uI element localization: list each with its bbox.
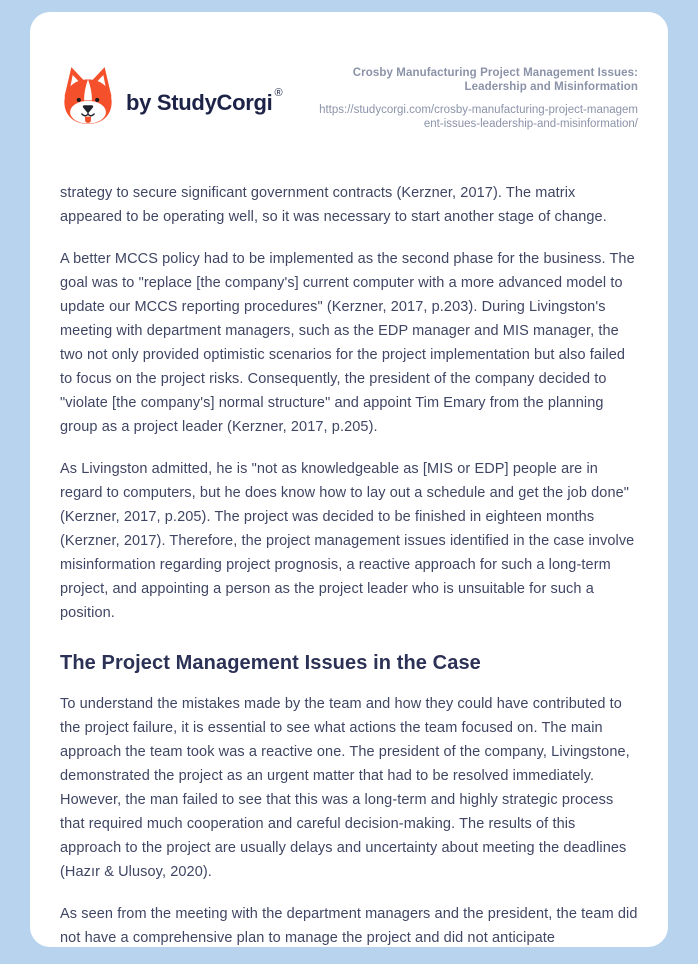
document-body [60, 181, 638, 950]
paragraph: As Livingston admitted, he is "not as knowledgeable as [MIS or EDP] people are in regard to computers, but he does know how to lay out a schedule and get the job done" (Kerzner, 2017, p.205). The project was decided to be finished in eighteen months (Kerzner, 2017). Therefore, the project management issues identified in the case involve misinformation regarding project prognosis, a reactive approach for such a long-term project, and appointing a person as the project leader who is unsuitable for such a position. [60, 461, 635, 621]
paragraph: strategy to secure significant government contracts (Kerzner, 2017). The matrix appeared to be operating well, so it was necessary to start another stage of change. [60, 185, 607, 225]
paragraph: As seen from the meeting with the department managers and the president, the team did not have a comprehensive plan to manage the project and did not anticipate [60, 906, 638, 946]
paragraph: A better MCCS policy had to be implemented as the second phase for the business. The goal was to "replace [the company's] current computer with a more advanced model to update our MCCS reporting procedures" (Kerzner, 2017, p.203). During Livingston's meeting with department managers, such as the EDP manager and MIS manager, the two not only provided optimistic scenarios for the project implementation but also failed to focus on the project risks. Consequently, the president of the company decided to "violate [the company's] normal structure" and appoint Tim Emary from the planning group as a project leader (Kerzner, 2017, p.205). [60, 251, 635, 435]
paragraph: To understand the mistakes made by the team and how they could have contributed to the project failure, it is essential to see what actions the team focused on. The main approach the team took was a reactive one. The president of the company, Livingstone, demonstrated the project as an urgent matter that had to be resolved immediately. However, the man failed to see that this was a long-term and highly strategic process that required much cooperation and careful decision-making. The results of this approach to the project are usually delays and uncertainty about meeting the deadlines (Hazır & Ulusoy, 2020). [60, 696, 630, 880]
registered-trademark-symbol: ® [274, 86, 283, 99]
document-title: Crosby Manufacturing Project Management Issues: Leadership and Misinformation [352, 67, 638, 93]
document-meta [316, 66, 638, 131]
corgi-logo-icon [60, 64, 116, 128]
studycorgi-brand [60, 64, 283, 128]
brand-name-text: by StudyCorgi [126, 90, 273, 115]
document-source-url[interactable]: https://studycorgi.com/crosby-manufacturing-project-management-issues-leadership-and-misinformation/ [319, 104, 638, 130]
document-page [30, 12, 668, 947]
document-header [60, 64, 638, 131]
section-heading: The Project Management Issues in the Case [60, 652, 481, 674]
brand-name [126, 86, 283, 116]
